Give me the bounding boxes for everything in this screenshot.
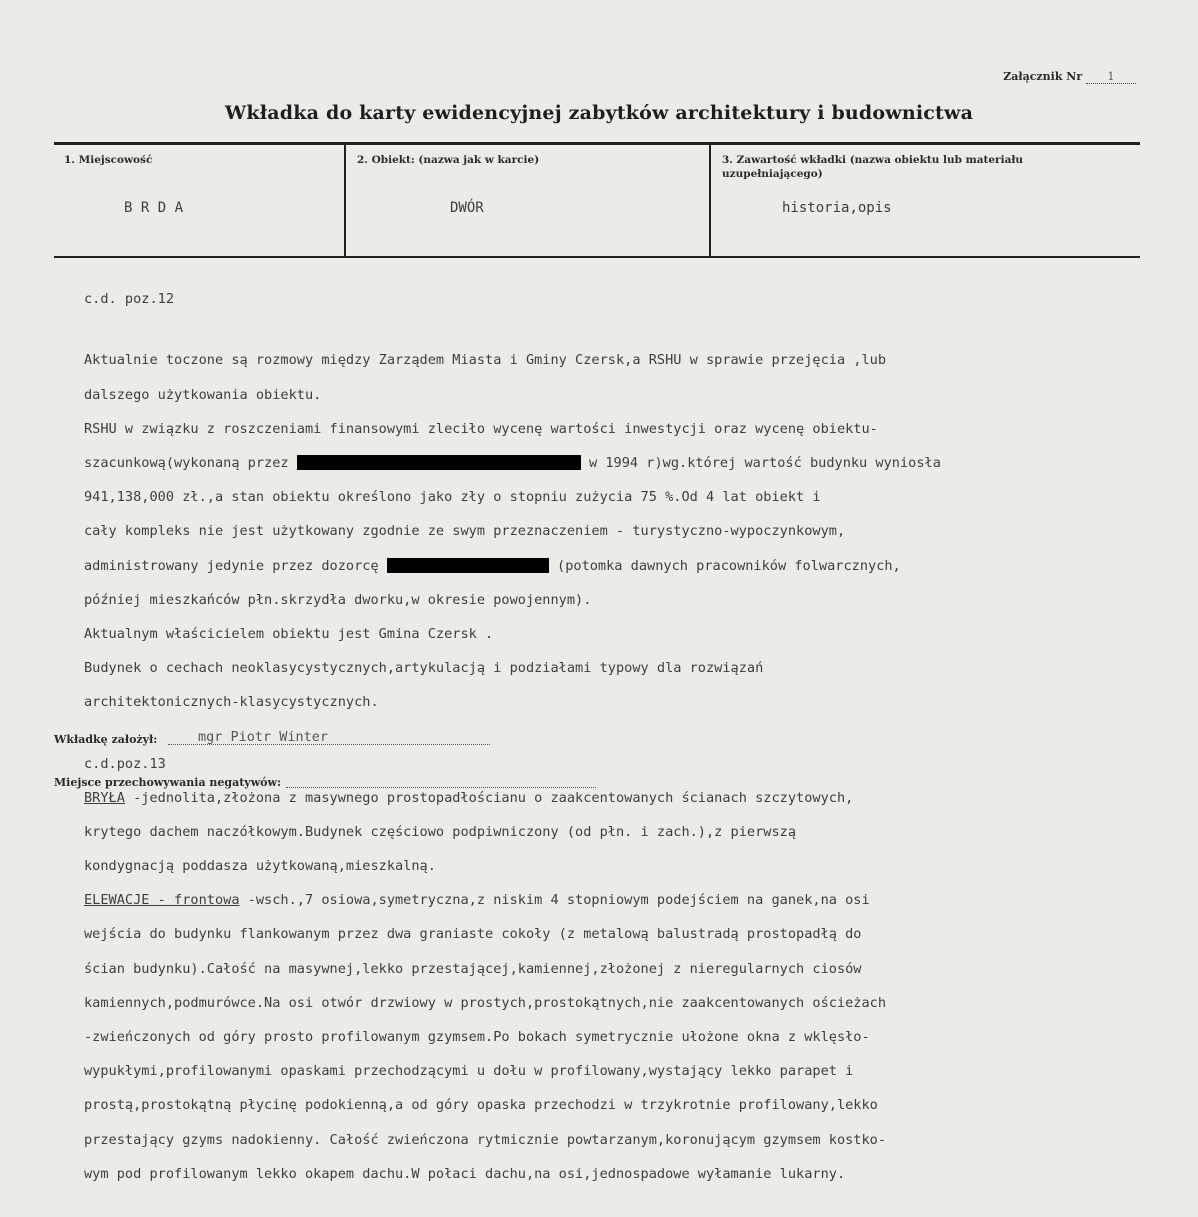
bryla-heading: BRYŁA: [84, 789, 125, 806]
header-top-rule: [54, 142, 1140, 145]
content-value: historia,opis: [782, 200, 892, 216]
text-line: -zwieńczonych od góry prosto profilowanym gzymsem.Po bokach symetrycznie ułożone okna z wklęsło-: [84, 1029, 870, 1046]
section-heading-13: c.d.poz.13: [84, 755, 166, 772]
text-line: RSHU w związku z roszczeniami finansowymi zleciło wycenę wartości inwestycji oraz wycenę obiektu-: [84, 420, 878, 437]
text-line: szacunkową(wykonaną przez w 1994 r)wg.której wartość budynku wyniosła: [84, 454, 941, 471]
text-line: kamiennych,podmurówce.Na osi otwór drzwiowy w prostych,prostokątnych,nie zaakcentowanych ościeżach: [84, 994, 887, 1011]
text-line: 941,138,000 zł.,a stan obiektu określono jako zły o stopniu zużycia 75 %.Od 4 lat obiekt i: [84, 489, 821, 506]
header-divider-2: [709, 145, 711, 256]
object-value: DWÓR: [450, 200, 484, 216]
text-line: Budynek o cechach neoklasycystycznych,artykulacją i podziałami typowy dla rozwiązań: [84, 660, 764, 677]
text-line: wym pod profilowanym lekko okapem dachu.W połaci dachu,na osi,jednospadowe wyłamanie lukarny.: [84, 1165, 846, 1182]
text-line: Aktualnym właścicielem obiektu jest Gmina Czersk .: [84, 625, 494, 642]
storage-label: Miejsce przechowywania negatywów:: [54, 776, 282, 789]
text-line: architektonicznych-klasycystycznych.: [84, 694, 379, 711]
locality-label: 1. Miejscowość: [64, 154, 153, 166]
annex-label: Załącznik Nr: [1003, 70, 1083, 83]
text-line: BRYŁA -jednolita,złożona z masywnego prostopadłościanu o zaakcentowanych ścianach szczytowych,: [84, 789, 854, 806]
text-line: wypukłymi,profilowanymi opaskami przechodzącymi u dołu w profilowany,wystający lekko parapet i: [84, 1063, 854, 1080]
storage-line: [286, 787, 596, 788]
redaction-bar: [387, 558, 549, 573]
annex-number: [1003, 70, 1136, 84]
object-label: 2. Obiekt: (nazwa jak w karcie): [357, 154, 540, 166]
document-title: Wkładka do karty ewidencyjnej zabytków architektury i budownictwa: [224, 102, 974, 124]
text-line: ścian budynku).Całość na masywnej,lekko przestającej,kamiennej,złożonej z nieregularnych ciosów: [84, 960, 862, 977]
content-label: 3. Zawartość wkładki (nazwa obiektu lub materiału uzupełniającego): [722, 154, 1024, 180]
typed-description: [84, 274, 1164, 1217]
text-line: kondygnacją poddasza użytkowaną,mieszkalną.: [84, 858, 436, 875]
text-line: ELEWACJE - frontowa -wsch.,7 osiowa,symetryczna,z niskim 4 stopniowym podejściem na ganek,na osi: [84, 892, 870, 909]
text-line: wejścia do budynku flankowanym przez dwa graniaste cokoły (z metalową balustradą prostopadłą do: [84, 926, 862, 943]
text-line: cały kompleks nie jest użytkowany zgodnie ze swym przeznaczeniem - turystyczno-wypoczynkowym,: [84, 523, 846, 540]
header-divider-1: [344, 145, 346, 256]
section-heading-12: c.d. poz.12: [84, 291, 175, 308]
author-label: Wkładkę założył:: [54, 733, 158, 746]
elewacje-heading: ELEWACJE - frontowa: [84, 892, 240, 909]
text-line: później mieszkańców płn.skrzydła dworku,w okresie powojennym).: [84, 591, 592, 608]
text-line: dalszego użytkowania obiektu.: [84, 386, 322, 403]
header-bottom-rule: [54, 256, 1140, 258]
locality-value: B R D A: [124, 200, 184, 216]
text-line: krytego dachem naczółkowym.Budynek częściowo podpiwniczony (od płn. i zach.),z pierwszą: [84, 823, 797, 840]
text-line: przestający gzyms nadokienny. Całość zwieńczona rytmicznie powtarzanym,koronującym gzymsem kostko-: [84, 1131, 887, 1148]
annex-value: 1: [1086, 70, 1136, 84]
text-line: administrowany jedynie przez dozorcę (potomka dawnych pracowników folwarcznych,: [84, 557, 901, 574]
text-line: Aktualnie toczone są rozmowy między Zarządem Miasta i Gminy Czersk,a RSHU w sprawie przejęcia ,lub: [84, 352, 887, 369]
text-line: prostą,prostokątną płycinę podokienną,a od góry opaska przechodzi w trzykrotnie profilowany,lekko: [84, 1097, 878, 1114]
author-value: mgr Piotr Winter: [198, 729, 329, 745]
redaction-bar: [297, 455, 581, 470]
